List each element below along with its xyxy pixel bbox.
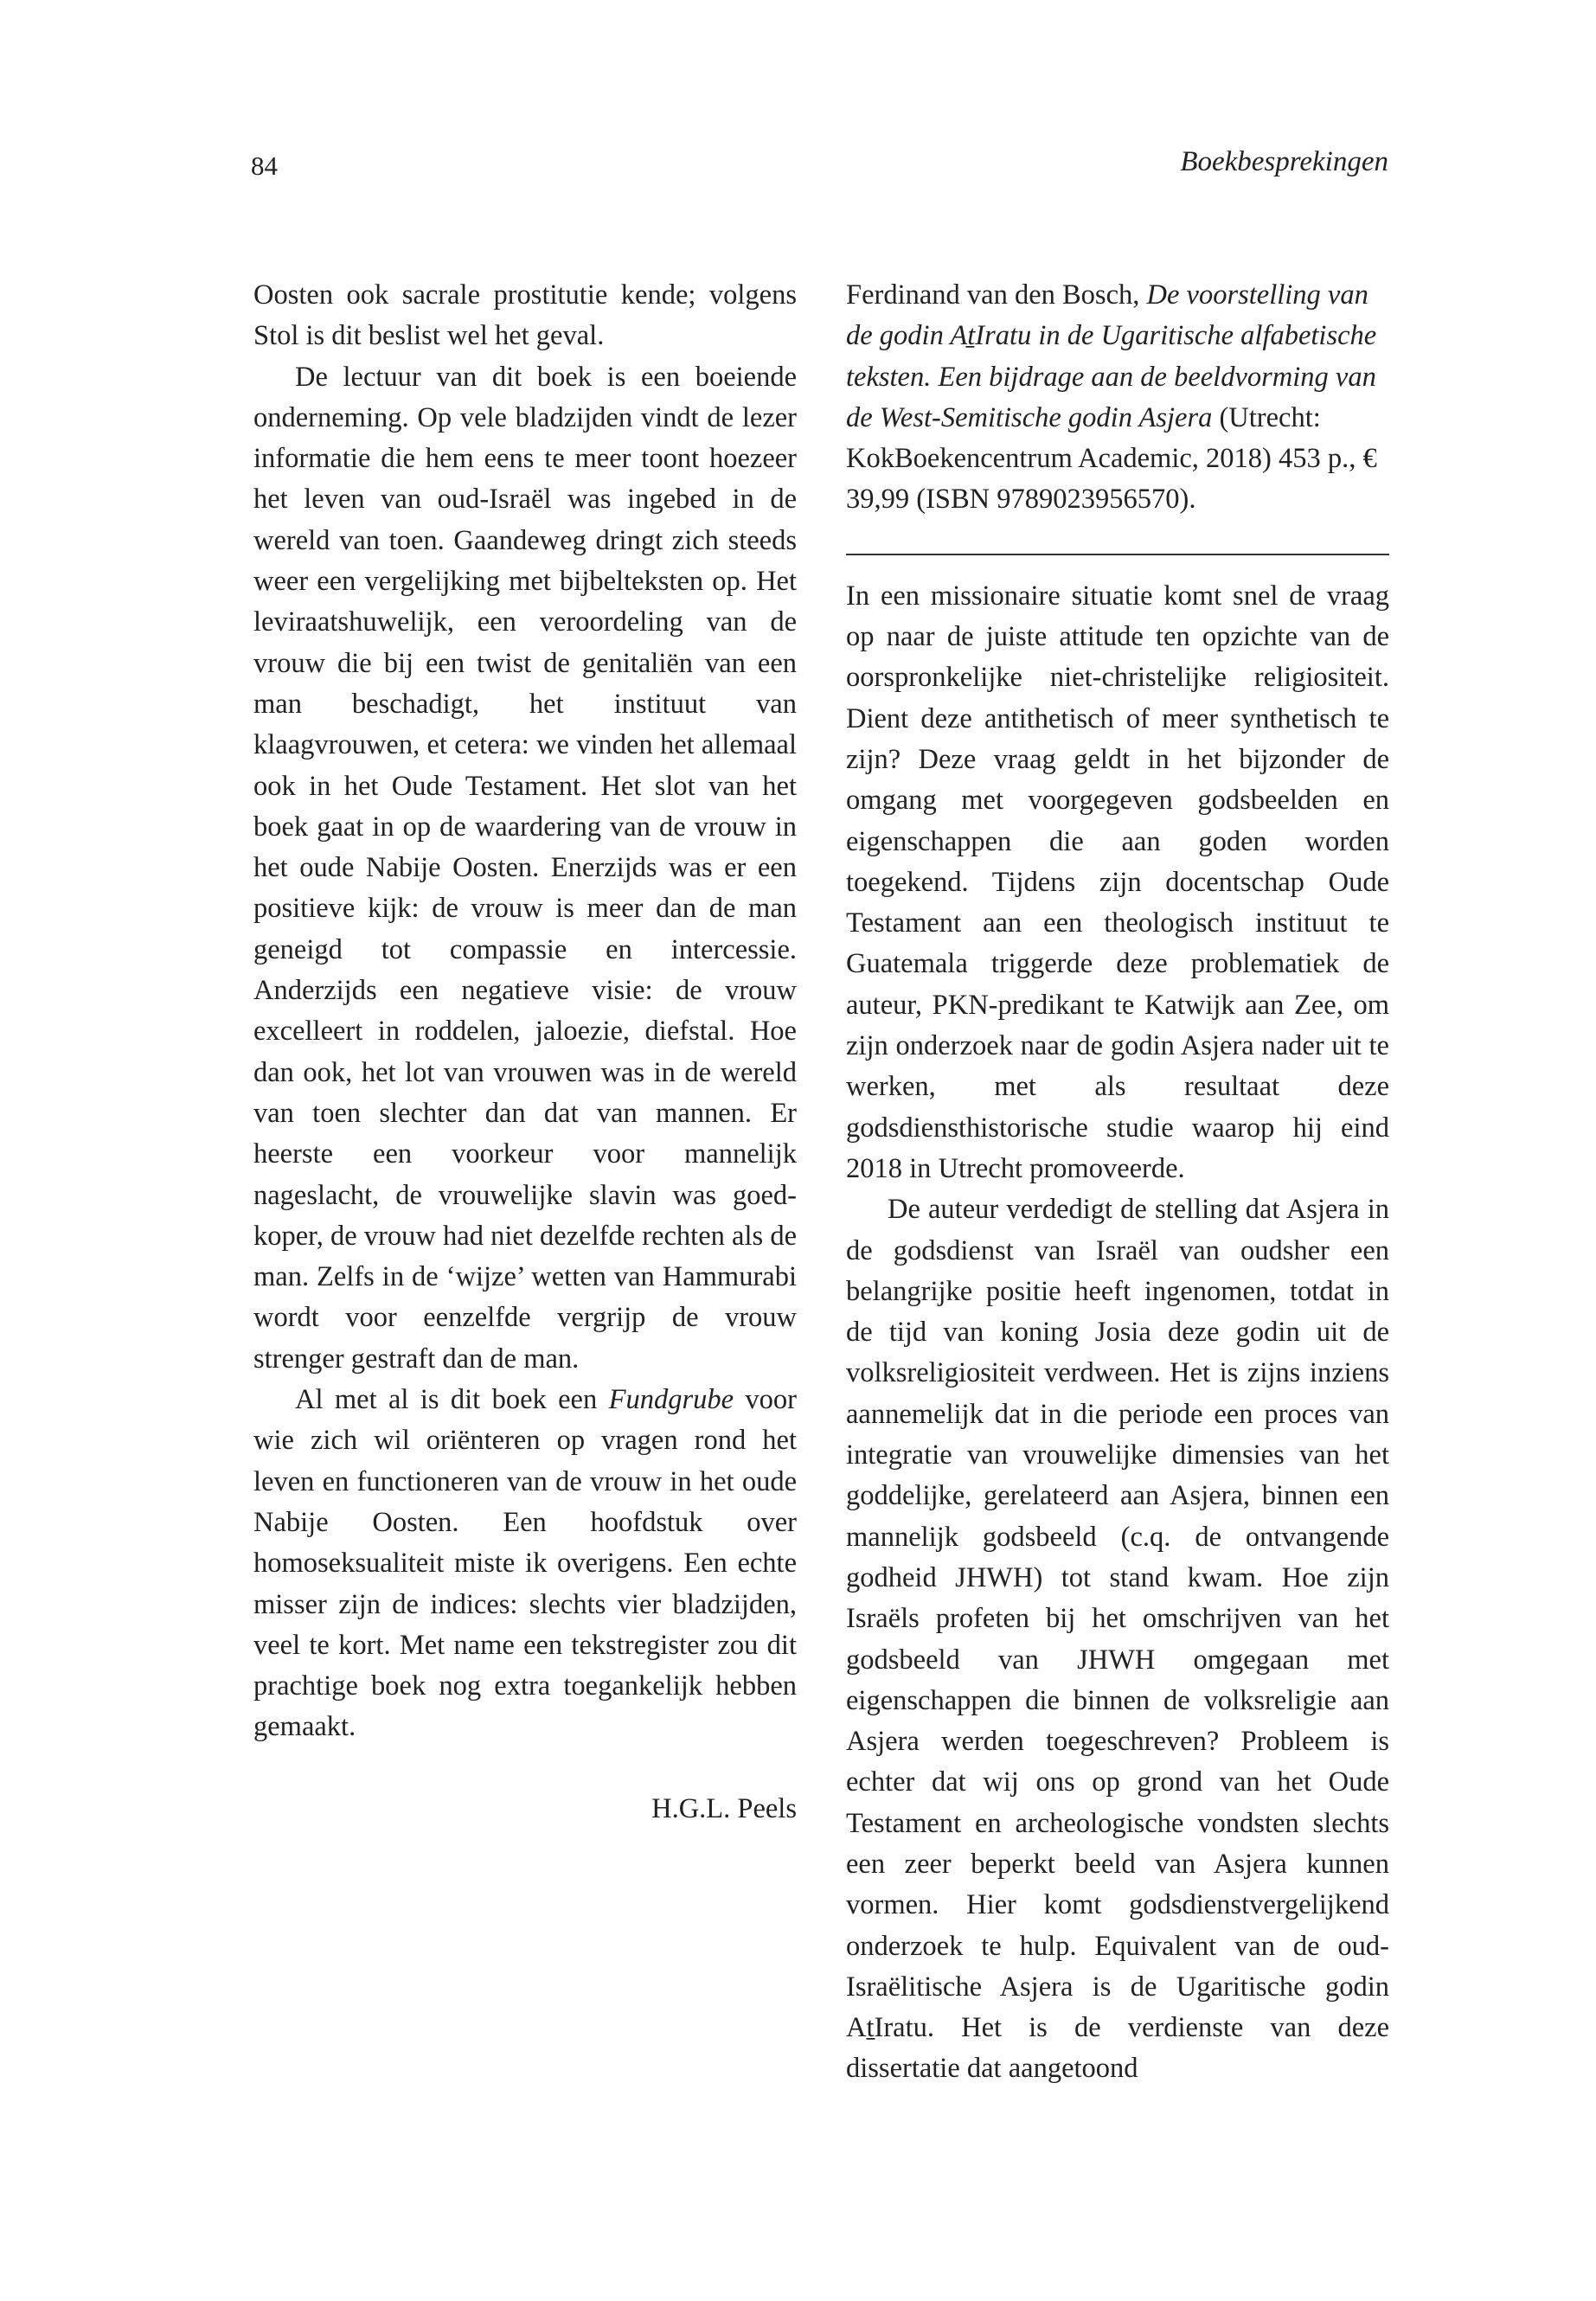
paragraph xyxy=(253,1380,797,1748)
bib-author: Ferdinand van den Bosch, xyxy=(846,279,1147,311)
paragraph: De auteur verdedigt de stelling dat Asjera in de godsdienst van Israël van oudsher een belangrijke positie heeft ingenomen, totdat in de tijd van koning Josia deze godin uit de volksreligiositeit verdween. Het is zijns inziens aannemelijk dat in die periode een proces van integratie van vrouwelijke dimensies van het goddelijke, gerelateerd aan Asjera, binnen een mannelijk godsbeeld (c.q. de ontvangende godheid JHWH) tot stand kwam. Hoe zijn Israëls profeten bij het omschrijven van het godsbeeld van JHWH omgegaan met eigenschappen die binnen de volksreligie aan Asjera werden toegeschreven? Probleem is echter dat wij ons op grond van het Oude Testament en archeologische vondsten slechts een zeer beperkt beeld van Asjera kunnen vormen. Hier komt godsdienstvergelijkend onderzoek te hulp. Equivalent van de oud-Israëlitische Asjera is de Ugaritische godin AṯIratu. Het is de verdienste van deze dissertatie dat aangetoond xyxy=(846,1194,1389,2085)
left-column xyxy=(253,275,797,1830)
bibliographic-entry xyxy=(846,275,1389,521)
page-number: 84 xyxy=(251,151,278,181)
running-head: Boekbesprekingen xyxy=(1180,146,1388,177)
bib-title: De voorstelling van de godin AṯIratu in de Ugaritische alfabetische teksten. Een bijdrage aan de beeldvorming van de West-Semitische godin Asjera xyxy=(846,279,1377,433)
reviewer-signature: H.G.L. Peels xyxy=(651,1792,797,1824)
text-span: voor wie zich wil oriënteren op vragen rond het leven en functioneren van de vrouw in het oude Nabije Oosten. Een hoofdstuk over homoseksualiteit miste ik overigens. Een echte misser zijn de indices: slechts vier bladzijden, veel te kort. Met name een tekstregister zou dit prachtige boek nog extra toegankelijk hebben gemaakt. xyxy=(253,1384,797,1743)
paragraph: De lectuur van dit boek is een boeiende onderneming. Op vele bladzijden vindt de lezer informatie die hem eens te meer toont hoezeer het leven van oud-Israël was ingebed in de wereld van toen. Gaandeweg dringt zich steeds weer een vergelijking met bijbelteksten op. Het leviraatshuwelijk, een veroordeling van de vrouw die bij een twist de genitaliën van een man beschadigt, het instituut van klaagvrouwen, et cetera: we vinden het allemaal ook in het Oude Testament. Het slot van het boek gaat in op de waardering van de vrouw in het oude Nabije Oosten. Enerzijds was er een positieve kijk: de vrouw is meer dan de man geneigd tot compassie en intercessie. Anderzijds een negatieve visie: de vrouw excelleert in roddelen, jaloezie, diefstal. Hoe dan ook, het lot van vrouwen was in de wereld van toen slechter dan dat van mannen. Er heerste een voorkeur voor mannelijk nageslacht, de vrouwelijke slavin was goedkoper, de vrouw had niet dezelfde rechten als de man. Zelfs in de ‘wijze’ wetten van Hammurabi wordt voor eenzelfde vergrijp de vrouw strenger gestraft dan de man. xyxy=(253,361,797,1375)
divider-rule xyxy=(846,554,1389,555)
paragraph: In een missionaire situatie komt snel de vraag op naar de juiste attitude ten opzichte van de oorspronkelijke niet-christelijke religiositeit. Dient deze antithetisch of meer synthetisch te zijn? Deze vraag geldt in het bijzonder de omgang met voorgegeven godsbeelden en eigenschappen die aan goden worden toegekend. Tijdens zijn docentschap Oude Testament aan een theologisch instituut te Guatemala triggerde deze problematiek de auteur, PKN-predikant te Katwijk aan Zee, om zijn onderzoek naar de godin Asjera nader uit te werken, met als resultaat deze godsdiensthistorische studie waarop hij eind 2018 in Utrecht promoveerde. xyxy=(846,580,1389,1184)
italic-term: Fundgrube xyxy=(608,1384,734,1416)
bib-details: (Utrecht: KokBoekencentrum Academic, 2018) 453 p., € 39,99 (ISBN 9789023956570). xyxy=(846,401,1377,516)
text-span: Al met al is dit boek een xyxy=(295,1384,609,1416)
right-column xyxy=(846,275,1389,2090)
paragraph: Oosten ook sacrale prostitutie kende; volgens Stol is dit beslist wel het geval. xyxy=(253,279,797,352)
